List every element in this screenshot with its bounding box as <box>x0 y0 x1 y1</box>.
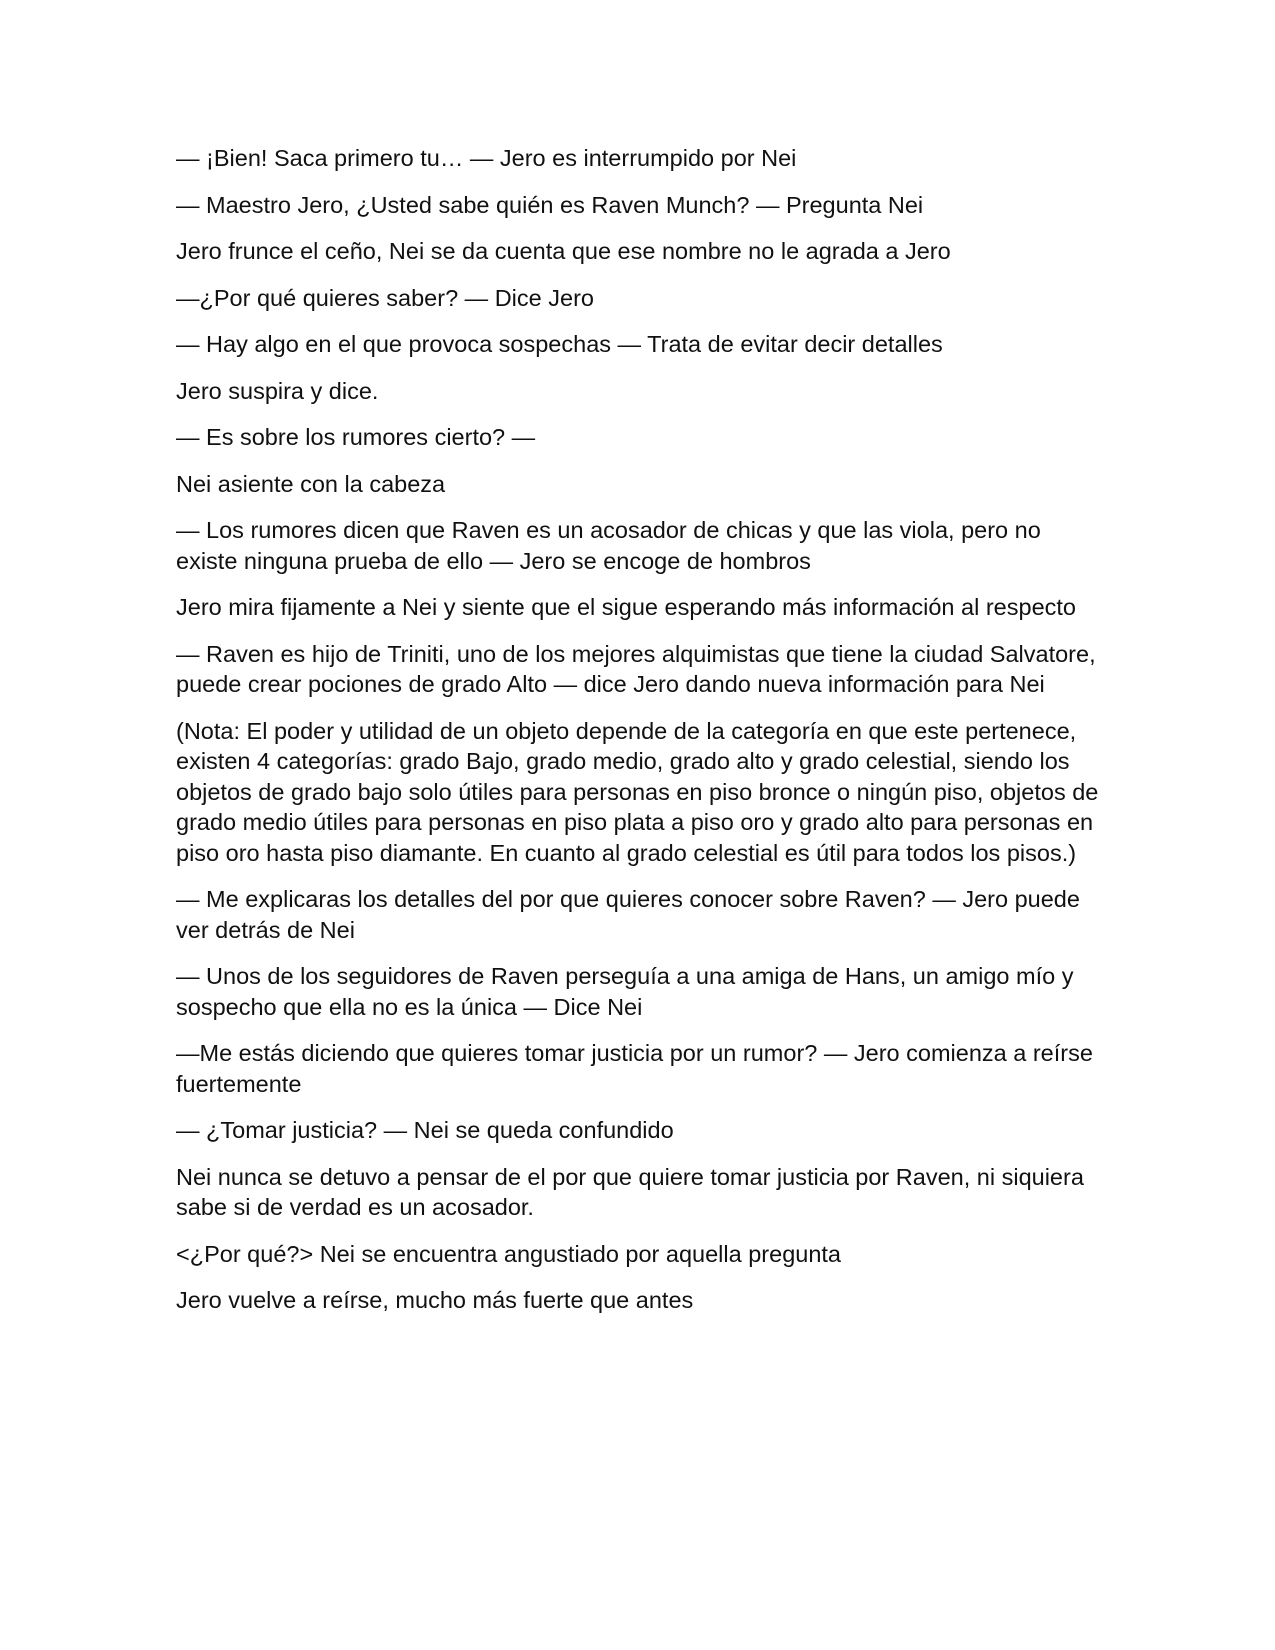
paragraph-6: Jero suspira y dice. <box>176 377 379 404</box>
paragraph-10: Jero mira fijamente a Nei y siente que el sigue esperando más información al respecto <box>176 594 1076 620</box>
paragraph-9: — Los rumores dicen que Raven es un acosador de chicas y que las viola, pero no existe ninguna prueba de ello — Jero se encoge de hombros <box>176 517 1041 574</box>
document-body <box>176 143 1106 1332</box>
paragraph-16: — ¿Tomar justicia? — Nei se queda confundido <box>176 1117 674 1143</box>
paragraph-4: —¿Por qué quieres saber? — Dice Jero <box>176 284 594 311</box>
paragraph-15: —Me estás diciendo que quieres tomar justicia por un rumor? — Jero comienza a reírse fuertemente <box>176 1040 1093 1097</box>
paragraph-2: — Maestro Jero, ¿Usted sabe quién es Raven Munch? — Pregunta Nei <box>176 191 924 218</box>
paragraph-8: Nei asiente con la cabeza <box>176 470 446 497</box>
paragraph-18: <¿Por qué?> Nei se encuentra angustiado por aquella pregunta <box>176 1240 841 1267</box>
paragraph-7: — Es sobre los rumores cierto? — <box>176 424 536 450</box>
paragraph-1: — ¡Bien! Saca primero tu… — Jero es interrumpido por Nei <box>176 145 797 171</box>
note-paragraph: (Nota: El poder y utilidad de un objeto depende de la categoría en que este pertenece, existen 4 categorías: grado Bajo, grado medio, grado alto y grado celestial, siendo los objetos de grado bajo solo útiles para personas en piso bronce o ningún piso, objetos de grado medio útiles para personas en piso plata a piso oro y grado alto para personas en piso oro hasta piso diamante. En cuanto al grado celestial es útil para todos los pisos.) <box>176 717 1099 866</box>
paragraph-14: — Unos de los seguidores de Raven perseguía a una amiga de Hans, un amigo mío y sospecho que ella no es la única — Dice Nei <box>176 963 1074 1020</box>
paragraph-17: Nei nunca se detuvo a pensar de el por que quiere tomar justicia por Raven, ni siquiera sabe si de verdad es un acosador. <box>176 1163 1084 1220</box>
paragraph-5: — Hay algo en el que provoca sospechas — Trata de evitar decir detalles <box>176 331 943 357</box>
paragraph-19: Jero vuelve a reírse, mucho más fuerte que antes <box>176 1287 694 1313</box>
paragraph-3: Jero frunce el ceño, Nei se da cuenta que ese nombre no le agrada a Jero <box>176 238 951 264</box>
paragraph-13: — Me explicaras los detalles del por que quieres conocer sobre Raven? — Jero puede ver detrás de Nei <box>176 886 1080 943</box>
paragraph-11: — Raven es hijo de Triniti, uno de los mejores alquimistas que tiene la ciudad Salvatore, puede crear pociones de grado Alto — dice Jero dando nueva información para Nei <box>176 640 1096 697</box>
